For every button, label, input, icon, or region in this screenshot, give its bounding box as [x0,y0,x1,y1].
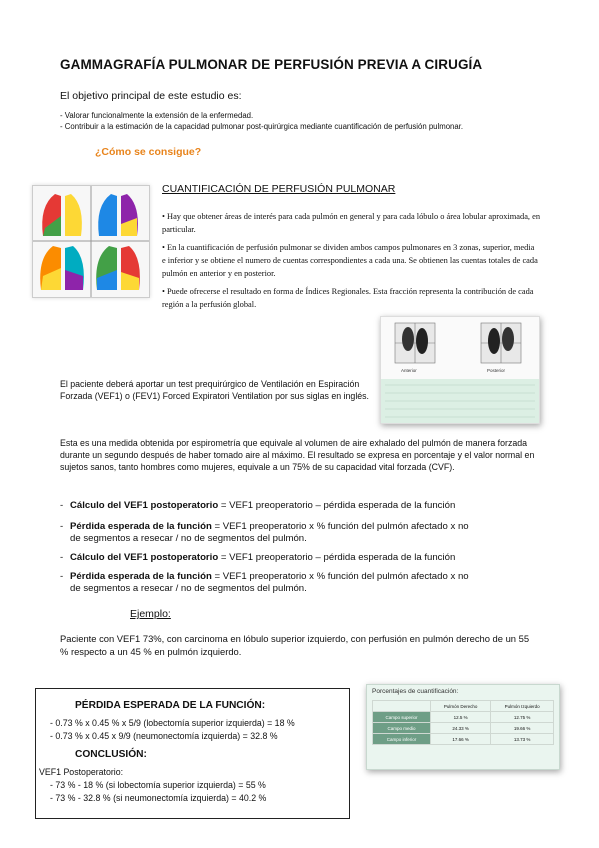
box-heading: PÉRDIDA ESPERADA DE LA FUNCIÓN: [75,700,266,711]
table-title: Porcentajes de cuantificación: [372,688,459,695]
panel-label: Posterior [487,368,506,373]
intro-text: El objetivo principal de este estudio es: [60,90,242,102]
lung-quantification-image [32,185,150,298]
formula-bold: Pérdida esperada de la función [70,521,212,532]
formula-rest: = VEF1 preoperatorio x % función del pulmón afectado x no [211,521,469,532]
table-header: Pulmón Izquierdo [491,701,554,712]
table-cell: Campo superior [373,712,431,723]
table-row [373,712,554,723]
objective-item: - Valorar funcionalmente la extensión de la enfermedad. [60,111,254,120]
table-cell: Campo inferior [373,734,431,745]
box-line: - 73 % - 32.8 % (si neumonectomía izquierda) = 40.2 % [50,793,267,803]
table-row [373,723,554,734]
table-cell: 12.5 % [430,712,490,723]
formula-item: - Pérdida esperada de la función = VEF1 preoperatorio x % función del pulmón afectado x no de segmentos a resecar / no de segmentos del pulmón. [60,571,469,594]
table-row [373,734,554,745]
table-cell: 17.66 % [430,734,490,745]
formula-continuation: de segmentos a resecar / no de segmentos del pulmón. [70,583,307,594]
box-line: - 73 % - 18 % (si lobectomía superior izquierda) = 55 % [50,780,266,790]
table-cell: 19.66 % [491,723,554,734]
conclusion-heading: CONCLUSIÓN: [75,749,147,760]
lung-diagram-svg [33,186,149,297]
formula-continuation: de segmentos a resecar / no de segmentos del pulmón. [70,533,307,544]
box-line: - 0.73 % x 0.45 % x 5/9 (lobectomía superior izquierda) = 18 % [50,718,295,728]
perfusion-report-screenshot [380,316,540,424]
formula-item: - Cálculo del VEF1 postoperatorio = VEF1 preoperatorio – pérdida esperada de la función [60,552,456,563]
table-cell: Campo medio [373,723,431,734]
quantification-bullet: • Hay que obtener áreas de interés para cada pulmón en general y para cada lóbulo o área lobular aproximada, en particular. [162,212,541,234]
formula-item: - Pérdida esperada de la función = VEF1 preoperatorio x % función del pulmón afectado x no de segmentos a resecar / no de segmentos del pulmón. [60,521,469,544]
formula-bold: Pérdida esperada de la función [70,571,212,582]
spirometry-paragraph: Esta es una medida obtenida por espirometría que equivale al volumen de aire exhalado del pulmón de manera forzada durante un segundo después de haber tomado aire al máximo. El resultado se expresa en porcentaje y el valor normal en sujetos sanos, tanto hombres como mujeres, equivale a un 75% de su capacidad vital forzada (CVF). [60,438,535,472]
how-heading: ¿Cómo se consigue? [95,146,202,158]
panel-label: Anterior [401,368,417,373]
box-line: - 0.73 % x 0.45 x 9/9 (neumonectomía izquierda) = 32.8 % [50,731,278,741]
table-header: Pulmón Derecho [430,701,490,712]
objective-item: - Contribuir a la estimación de la capacidad pulmonar post-quirúrgica mediante cuantificación de perfusión pulmonar. [60,122,464,131]
vef-paragraph: El paciente deberá aportar un test prequirúrgico de Ventilación en Espiración Forzada (VEF1) o (FEV1) Forced Expiratori Ventilation por sus siglas en inglés. [60,379,370,401]
postop-label: VEF1 Postoperatorio: [39,767,124,777]
formula-item: - Cálculo del VEF1 postoperatorio = VEF1 preoperatorio – pérdida esperada de la función [60,500,456,511]
example-text: Paciente con VEF1 73%, con carcinoma en lóbulo superior izquierdo, con perfusión en pulmón derecho de un 55 % respecto a un 45 % en pulmón izquierdo. [60,633,530,657]
table-cell: 12.75 % [491,712,554,723]
formula-rest: = VEF1 preoperatorio – pérdida esperada de la función [218,552,456,563]
example-heading: Ejemplo: [130,608,171,620]
table-cell: 24.33 % [430,723,490,734]
page-title: GAMMAGRAFÍA PULMONAR DE PERFUSIÓN PREVIA A CIRUGÍA [60,57,483,72]
quantification-table [372,700,554,745]
formula-rest: = VEF1 preoperatorio x % función del pulmón afectado x no [211,571,469,582]
formula-bold: Cálculo del VEF1 postoperatorio [70,500,219,511]
quantification-heading: CUANTIFICACIÓN DE PERFUSIÓN PULMONAR [162,183,396,195]
quantification-bullet: • Puede ofrecerse el resultado en forma de Índices Regionales. Esta fracción representa la contribución de cada región a la perfusión global. [162,287,534,309]
table-header [373,701,431,712]
quantification-table-screenshot [366,684,560,770]
table-cell: 13.73 % [491,734,554,745]
quantification-bullet: • En la cuantificación de perfusión pulmonar se dividen ambos campos pulmonares en 3 zonas, superior, media e inferior y se obtiene el numero de cuentas correspondientes a cada una. Se obtienen las cuentas totales de cada pulmón en anterior y en posterior. [162,243,538,278]
formula-rest: = VEF1 preoperatorio – pérdida esperada de la función [218,500,456,511]
formula-bold: Cálculo del VEF1 postoperatorio [70,552,219,563]
table-header-row [373,701,554,712]
perfusion-report-svg [381,317,539,423]
